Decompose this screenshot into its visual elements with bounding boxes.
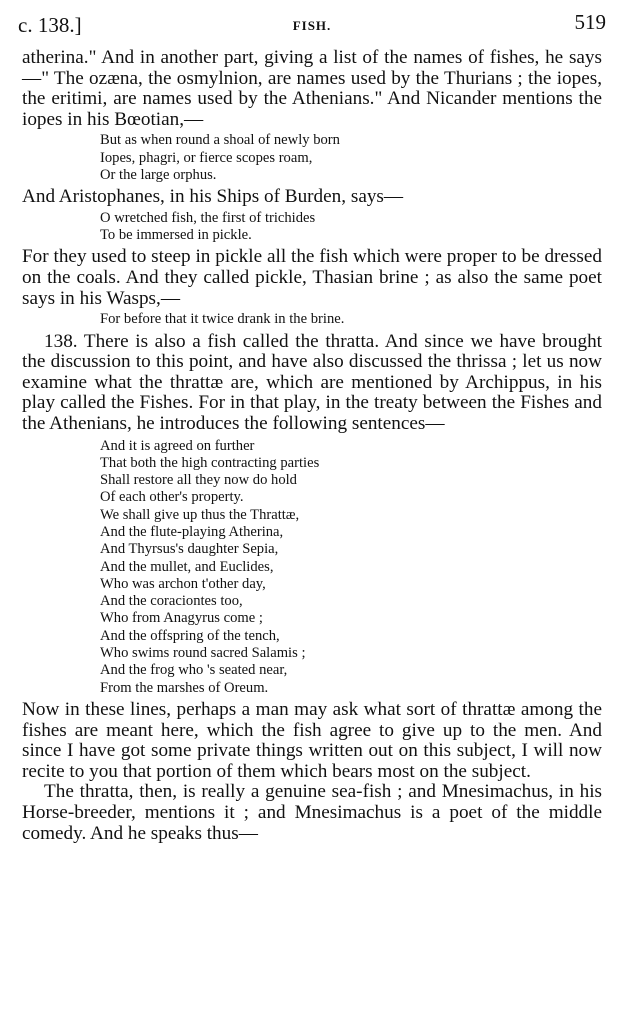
section-138-paragraph: 138. There is also a fish called the thratta. And since we have brought the discussion to this point, and have also discussed the thrissa ; let us now examine what the thrattæ are, which are mentioned by Archippus, in his play called the Fishes. For in that play, in the treaty between the Fishes and the Athenians, he introduces the following sentences— <box>22 330 602 434</box>
page-number: 519 <box>574 10 606 34</box>
paragraph-3: For they used to steep in pickle all the fish which were proper to be dressed on the coals. And they called pickle, Thasian brine ; as also the same poet says in his Wasps,— <box>22 246 602 309</box>
page-title: FISH. <box>292 18 332 33</box>
verse-line: And the mullet, and Euclides, <box>100 558 274 575</box>
paragraph-1: atherina." And in another part, giving a list of the names of fishes, he says—" The ozæna, the osmylnion, are names used by the Thurians ; the iopes, the eritimi, are names used by the Athenians." And Nicander mentions the iopes in his Bœotian,— <box>22 47 602 130</box>
verse-line: And the offspring of the tench, <box>100 627 280 644</box>
verse-line: O wretched fish, the first of trichides <box>100 209 316 226</box>
verse-line: And Thyrsus's daughter Sepia, <box>100 541 279 558</box>
paragraph-2: And Aristophanes, in his Ships of Burden, says— <box>22 186 404 208</box>
verse-quote-2 <box>22 210 602 245</box>
verse-line: Who from Anagyrus come ; <box>100 610 263 627</box>
verse-line: From the marshes of Oreum. <box>100 679 269 696</box>
verse-line: To be immersed in pickle. <box>100 227 252 244</box>
page-body <box>22 48 602 844</box>
verse-line: We shall give up thus the Thrattæ, <box>100 506 300 523</box>
verse-line: Who swims round sacred Salamis ; <box>100 645 306 662</box>
verse-line: And the flute-playing Atherina, <box>100 523 284 540</box>
verse-quote-treaty <box>22 438 602 697</box>
verse-line: That both the high contracting parties <box>100 454 320 471</box>
paragraph-5: Now in these lines, perhaps a man may ask what sort of thrattæ among the fishes are meant here, which the fish agree to give up to the men. And since I have got some private things written out on this subject, I will now recite to you that portion of them which bears most on the subject. <box>22 698 602 782</box>
verse-line: And it is agreed on further <box>100 437 255 454</box>
verse-line: But as when round a shoal of newly born <box>100 132 340 149</box>
verse-line: For before that it twice drank in the brine. <box>100 311 345 328</box>
verse-line: Iopes, phagri, or fierce scopes roam, <box>100 149 313 166</box>
verse-line: Of each other's property. <box>100 489 244 506</box>
verse-quote-3 <box>22 311 602 328</box>
running-header <box>18 10 606 40</box>
verse-line: Shall restore all they now do hold <box>100 472 297 489</box>
verse-line: Or the large orphus. <box>100 166 217 183</box>
verse-line: And the coraciontes too, <box>100 593 243 610</box>
verse-quote-1 <box>22 132 602 184</box>
paragraph-6: The thratta, then, is really a genuine sea-fish ; and Mnesimachus, in his Horse-breeder, mentions it ; and Mnesimachus is a poet of the middle comedy. And he speaks thus— <box>22 781 602 844</box>
chapter-reference: c. 138.] <box>18 13 82 37</box>
verse-line: And the frog who 's seated near, <box>100 662 288 679</box>
verse-line: Who was archon t'other day, <box>100 575 266 592</box>
